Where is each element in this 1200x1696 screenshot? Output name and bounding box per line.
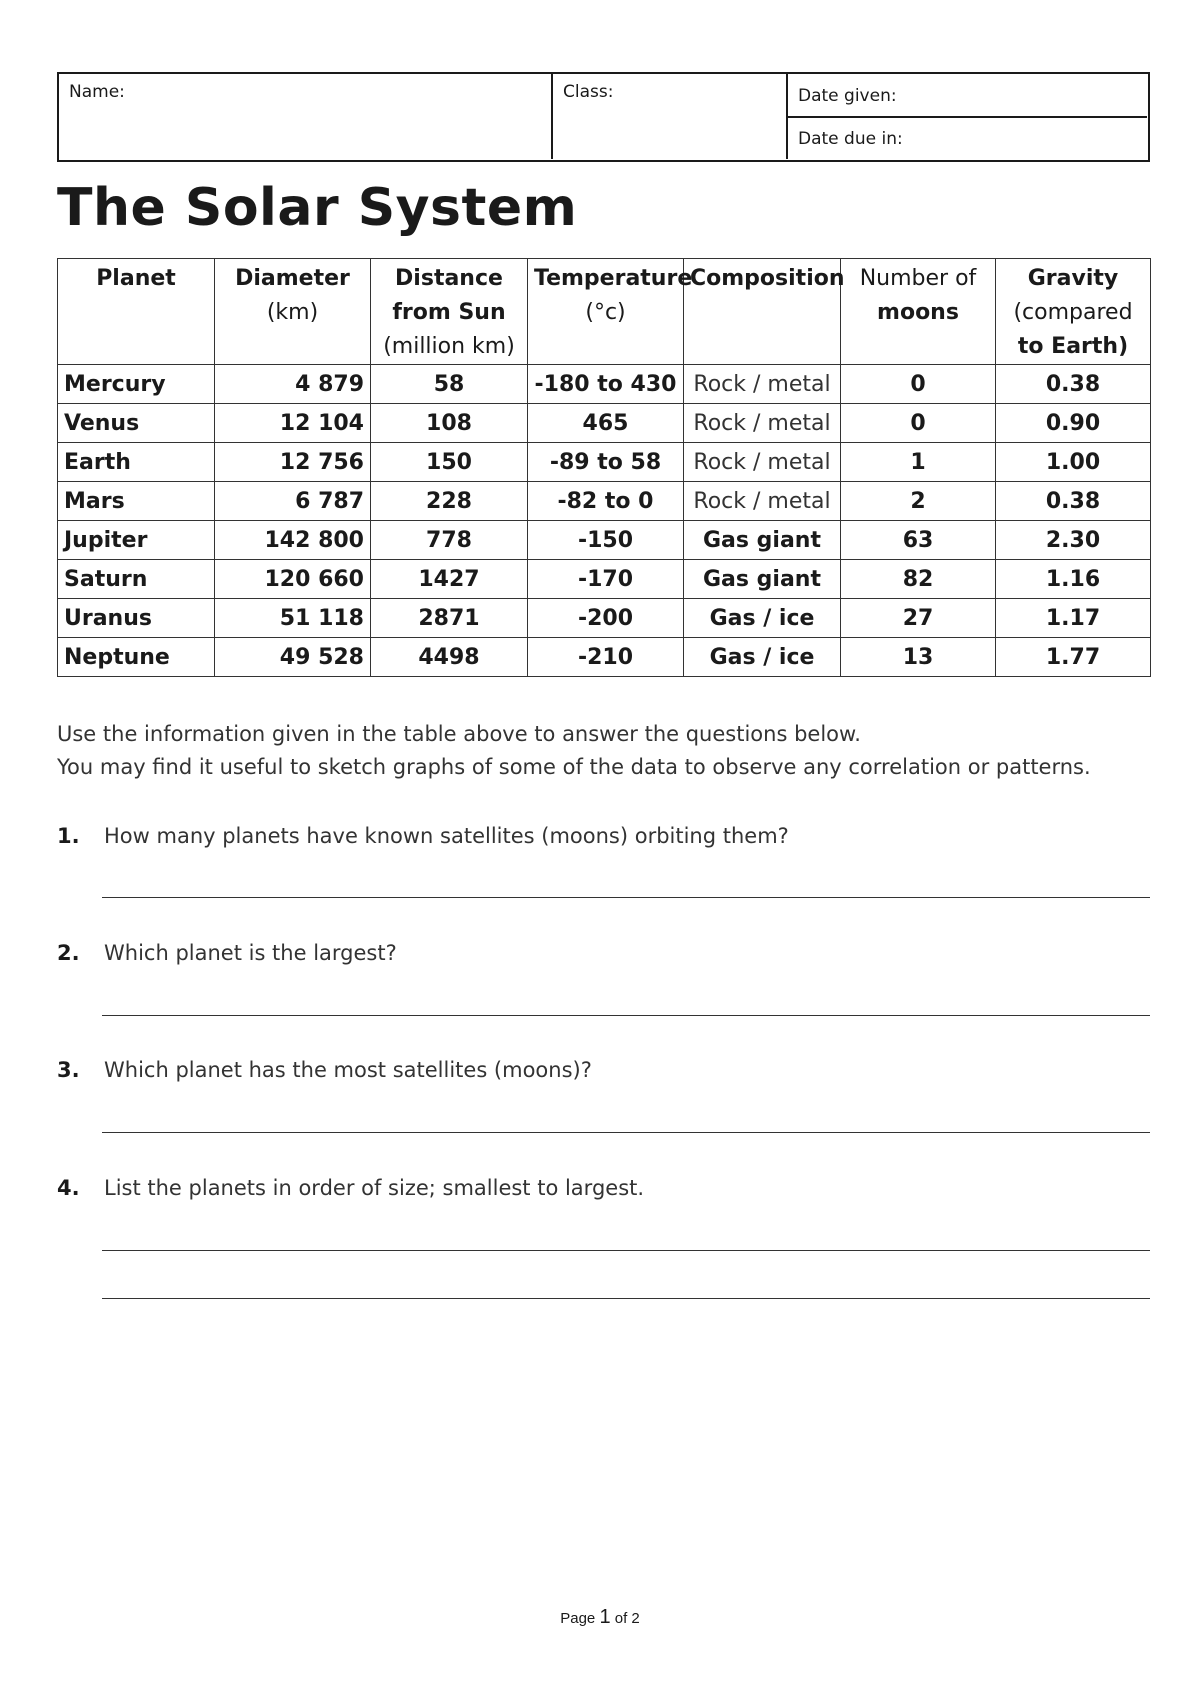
cell-composition: Rock / metal (684, 404, 841, 443)
cell-moons: 0 (841, 404, 996, 443)
table-row (58, 599, 1151, 638)
table-row (58, 560, 1151, 599)
instructions-line-1: Use the information given in the table above to answer the questions below. (57, 722, 861, 746)
cell-moons: 63 (841, 521, 996, 560)
cell-distance: 1427 (371, 560, 528, 599)
date-due-field[interactable] (788, 118, 1147, 159)
answer-line-2[interactable] (102, 1015, 1150, 1016)
cell-temperature: -150 (528, 521, 684, 560)
answer-line-3[interactable] (102, 1132, 1150, 1133)
cell-moons: 1 (841, 443, 996, 482)
question-text: Which planet is the largest? (104, 941, 397, 965)
cell-gravity: 1.00 (996, 443, 1151, 482)
table-row (58, 482, 1151, 521)
cell-diameter: 51 118 (215, 599, 371, 638)
table-row (58, 365, 1151, 404)
name-label: Name: (69, 82, 125, 102)
name-field[interactable] (59, 74, 553, 159)
cell-temperature: -82 to 0 (528, 482, 684, 521)
header-diameter: Diameter (km) (215, 259, 371, 365)
answer-line-4a[interactable] (102, 1250, 1150, 1251)
cell-gravity: 0.38 (996, 482, 1151, 521)
table-row (58, 521, 1151, 560)
cell-temperature: -89 to 58 (528, 443, 684, 482)
footer-page-total: of 2 (614, 1610, 640, 1627)
question-number: 1. (57, 824, 80, 848)
table-header-row (58, 259, 1151, 365)
table-row (58, 443, 1151, 482)
cell-diameter: 12 104 (215, 404, 371, 443)
planet-data-table (57, 258, 1151, 677)
cell-temperature: -180 to 430 (528, 365, 684, 404)
cell-planet: Saturn (58, 560, 215, 599)
cell-gravity: 1.16 (996, 560, 1151, 599)
cell-diameter: 4 879 (215, 365, 371, 404)
class-field[interactable] (553, 74, 788, 159)
table-row (58, 638, 1151, 677)
cell-moons: 2 (841, 482, 996, 521)
table-row (58, 404, 1151, 443)
cell-temperature: -170 (528, 560, 684, 599)
cell-gravity: 1.77 (996, 638, 1151, 677)
cell-distance: 2871 (371, 599, 528, 638)
cell-gravity: 0.90 (996, 404, 1151, 443)
cell-composition: Gas giant (684, 521, 841, 560)
cell-temperature: 465 (528, 404, 684, 443)
cell-diameter: 12 756 (215, 443, 371, 482)
cell-gravity: 0.38 (996, 365, 1151, 404)
question-text: How many planets have known satellites (moons) orbiting them? (104, 824, 789, 848)
cell-temperature: -210 (528, 638, 684, 677)
question-number: 2. (57, 941, 80, 965)
cell-distance: 108 (371, 404, 528, 443)
cell-distance: 4498 (371, 638, 528, 677)
date-given-label: Date given: (798, 86, 897, 106)
date-given-field[interactable] (788, 74, 1147, 118)
cell-composition: Gas giant (684, 560, 841, 599)
cell-diameter: 120 660 (215, 560, 371, 599)
page-title: The Solar System (57, 178, 578, 238)
cell-planet: Neptune (58, 638, 215, 677)
cell-composition: Gas / ice (684, 638, 841, 677)
question-text: Which planet has the most satellites (moons)? (104, 1058, 592, 1082)
header-distance: Distance from Sun (million km) (371, 259, 528, 365)
cell-distance: 228 (371, 482, 528, 521)
cell-planet: Mars (58, 482, 215, 521)
cell-gravity: 2.30 (996, 521, 1151, 560)
cell-composition: Rock / metal (684, 443, 841, 482)
cell-diameter: 6 787 (215, 482, 371, 521)
cell-distance: 58 (371, 365, 528, 404)
answer-line-1[interactable] (102, 897, 1150, 898)
cell-planet: Mercury (58, 365, 215, 404)
header-composition: Composition (684, 259, 841, 365)
question-number: 3. (57, 1058, 80, 1082)
header-moons: Number of moons (841, 259, 996, 365)
question-text: List the planets in order of size; smallest to largest. (104, 1176, 645, 1200)
answer-line-4b[interactable] (102, 1298, 1150, 1299)
cell-planet: Earth (58, 443, 215, 482)
cell-composition: Rock / metal (684, 482, 841, 521)
instructions (57, 718, 1091, 784)
cell-composition: Rock / metal (684, 365, 841, 404)
cell-diameter: 142 800 (215, 521, 371, 560)
cell-moons: 82 (841, 560, 996, 599)
cell-planet: Venus (58, 404, 215, 443)
cell-distance: 150 (371, 443, 528, 482)
cell-planet: Jupiter (58, 521, 215, 560)
date-due-label: Date due in: (798, 129, 903, 149)
cell-temperature: -200 (528, 599, 684, 638)
question-number: 4. (57, 1176, 80, 1200)
footer-page-number: 1 (599, 1606, 611, 1628)
page-footer (0, 1606, 1200, 1629)
header-temperature: Temperature (°c) (528, 259, 684, 365)
cell-distance: 778 (371, 521, 528, 560)
header-planet: Planet (58, 259, 215, 365)
cell-moons: 0 (841, 365, 996, 404)
cell-moons: 13 (841, 638, 996, 677)
cell-diameter: 49 528 (215, 638, 371, 677)
cell-gravity: 1.17 (996, 599, 1151, 638)
class-label: Class: (563, 82, 614, 102)
instructions-line-2: You may find it useful to sketch graphs of some of the data to observe any correlation or patterns. (57, 755, 1091, 779)
cell-composition: Gas / ice (684, 599, 841, 638)
footer-page-word: Page (560, 1610, 596, 1627)
cell-moons: 27 (841, 599, 996, 638)
student-info-box (57, 72, 1150, 162)
header-gravity: Gravity (compared to Earth) (996, 259, 1151, 365)
cell-planet: Uranus (58, 599, 215, 638)
